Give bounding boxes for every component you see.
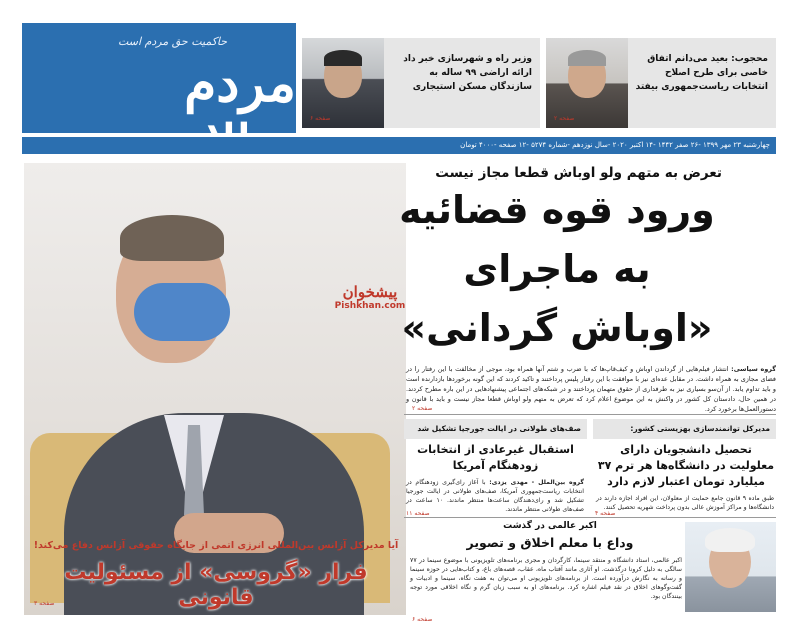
lead-body-label: گروه سیاسی: — [731, 365, 776, 373]
story-right-label-box — [593, 419, 776, 439]
lead-headline-line-2[interactable]: به ماجرای — [463, 247, 651, 291]
lead-page-ref: صفحه ۲ — [412, 405, 433, 412]
obituary-kicker: اکبر عالمی در گذشت — [503, 521, 597, 531]
photo-headline[interactable]: فرار «گروسی» از مسئولیت قانونی — [64, 560, 368, 610]
story-right-page-ref: صفحه ۴ — [595, 510, 616, 517]
lead-body-text: انتشار فیلم‌هایی از گرداندن اوباش و کیف‌قاپ‌ها که با ضرب و شتم آنها همراه بود، موجی از مخالفت با این رفتار را در فضای مجازی به همراه داشت. در مقابل عده‌ای نیز با موافقت با این رفتار پلیس پرداختند و تاکید کردند که این گونه برخوردها بازدارنده است و باید تداوم یابد. از آن‌سو بسیاری نیز به طرفداری از حقوق متهمان پرداختند و در شبکه‌های اجتماعی پیشنهادهایی در این باره مطرح کردند. در همین حال، دادستان کل کشور در واکنش به این موضوع اعلام کرد که تعرض به متهم ولو اوباش قطعا مجاز نیست و باید با قانون و دستورالعمل‌ها برخورد کرد. — [406, 365, 776, 413]
story-right-body: طبق ماده ۹ قانون جامع حمایت از معلولان، این افراد اجازه دارند در دانشگاه‌ها و مراکز آموزش عالی بدون پرداخت شهریه تحصیل کنند. — [596, 495, 775, 511]
face-mask — [134, 283, 230, 341]
lead-headline-line-1[interactable]: ورود قوه قضائیه — [399, 188, 715, 232]
teaser-text: وزیر راه و شهرسازی خبر داد ارائه اراضی ۹۹ ساله به سازندگان مسکن استیجاری — [403, 54, 532, 92]
portrait-hair — [568, 50, 606, 66]
story-mid-body-label: گروه بین‌الملل - مهدی یزدی: — [489, 479, 585, 486]
portrait-hair — [705, 528, 755, 552]
masthead — [22, 23, 296, 133]
portrait-hair — [324, 50, 362, 66]
teaser-page-ref: صفحه ۲ — [554, 115, 575, 122]
story-mid-label-box — [404, 419, 587, 439]
teaser-housing[interactable] — [302, 38, 540, 128]
story-mid-body-text: با آغاز رای‌گیری زودهنگام در انتخابات ریاست‌جمهوری آمریکا، صف‌های طولانی در ایالت جورجیا تشکیل شد و رای‌دهندگان ساعت‌ها منتظر ماندند. ۱۰ ساعت در صف‌های طولانی منتظر ماندند. — [406, 479, 585, 513]
obituary-headline[interactable]: وداع با معلم اخلاق و تصویر — [466, 535, 634, 550]
story-right-headline[interactable]: تحصیل دانشجویان دارای معلولیت در دانشگاه‌ها هر ترم ۳۷ میلیارد تومان اعتبار لازم دارد — [597, 443, 775, 488]
obituary-portrait — [685, 522, 776, 612]
divider — [404, 414, 776, 415]
teaser-text: محجوب: بعید می‌دانم اتفاق خاصی برای طرح اصلاح انتخابات ریاست‌جمهوری بیفتد — [635, 54, 768, 92]
story-right-label: مدیرکل توانمندسازی بهزیستی کشور: — [630, 424, 770, 433]
photo-page-ref: صفحه ۳ — [34, 600, 55, 607]
lead-headline-line-3[interactable]: «اوباش گردانی» — [401, 306, 713, 350]
watermark-fa: پیشخوان — [342, 283, 398, 301]
photo-hair — [120, 215, 224, 261]
teaser-page-ref: صفحه ۶ — [310, 115, 331, 122]
divider — [404, 517, 776, 518]
story-mid-headline[interactable]: استقبال غیرعادی از انتخابات زودهنگام آمریکا — [417, 443, 574, 472]
teaser-election[interactable] — [546, 38, 776, 128]
story-mid-label: صف‌های طولانی در ایالت جورجیا تشکیل شد — [417, 424, 581, 433]
watermark-en: Pishkhan.com — [334, 301, 406, 311]
masthead-slogan: حاکمیت حق مردم است — [118, 35, 228, 48]
obituary-body: اکبر عالمی، استاد دانشگاه و منتقد سینما، کارگردان و مجری برنامه‌های تلویزیونی با موضوع سینما در ۷۷ سالگی به دلیل کرونا درگذشت. او آثاری مانند آفتاب ماه، عقاب، قصه‌های باغ، و کتاب‌هایی در حوزه سینما و رسانه به نگارش درآورده است. از برنامه‌های تلویزیونی او می‌توان به هفت نگاه، سینما و ادبیات و گفت‌وگوهای اخلاق در نقد فیلم اشاره کرد. برنامه‌های او به سبب زبان گرم و نگاه اخلاقی مورد توجه بینندگان بود. — [410, 557, 682, 600]
dateline-bar: چهارشنبه ۲۳ مهر ۱۳۹۹ -۲۶ صفر ۱۴۴۲ -۱۴ اکتبر ۲۰۲۰ -سال نوزدهم -شماره ۵۲۷۴ -۱۲ صفحه -۴۰۰۰ تومان — [22, 137, 776, 154]
photo-caption: آیا مدیرکل آژانس بین‌المللی انرژی اتمی از جایگاه حقوقی آژانس دفاع می‌کند! — [33, 540, 399, 551]
lead-kicker: تعرض به متهم ولو اوباش قطعا مجاز نیست — [435, 165, 722, 181]
story-mid-body — [406, 478, 584, 514]
newspaper-logo: مردم — [184, 53, 296, 114]
obituary-page-ref: صفحه ۶ — [412, 616, 433, 623]
lead-body — [406, 364, 776, 414]
story-mid-page-ref: صفحه ۱۱ — [406, 510, 430, 517]
